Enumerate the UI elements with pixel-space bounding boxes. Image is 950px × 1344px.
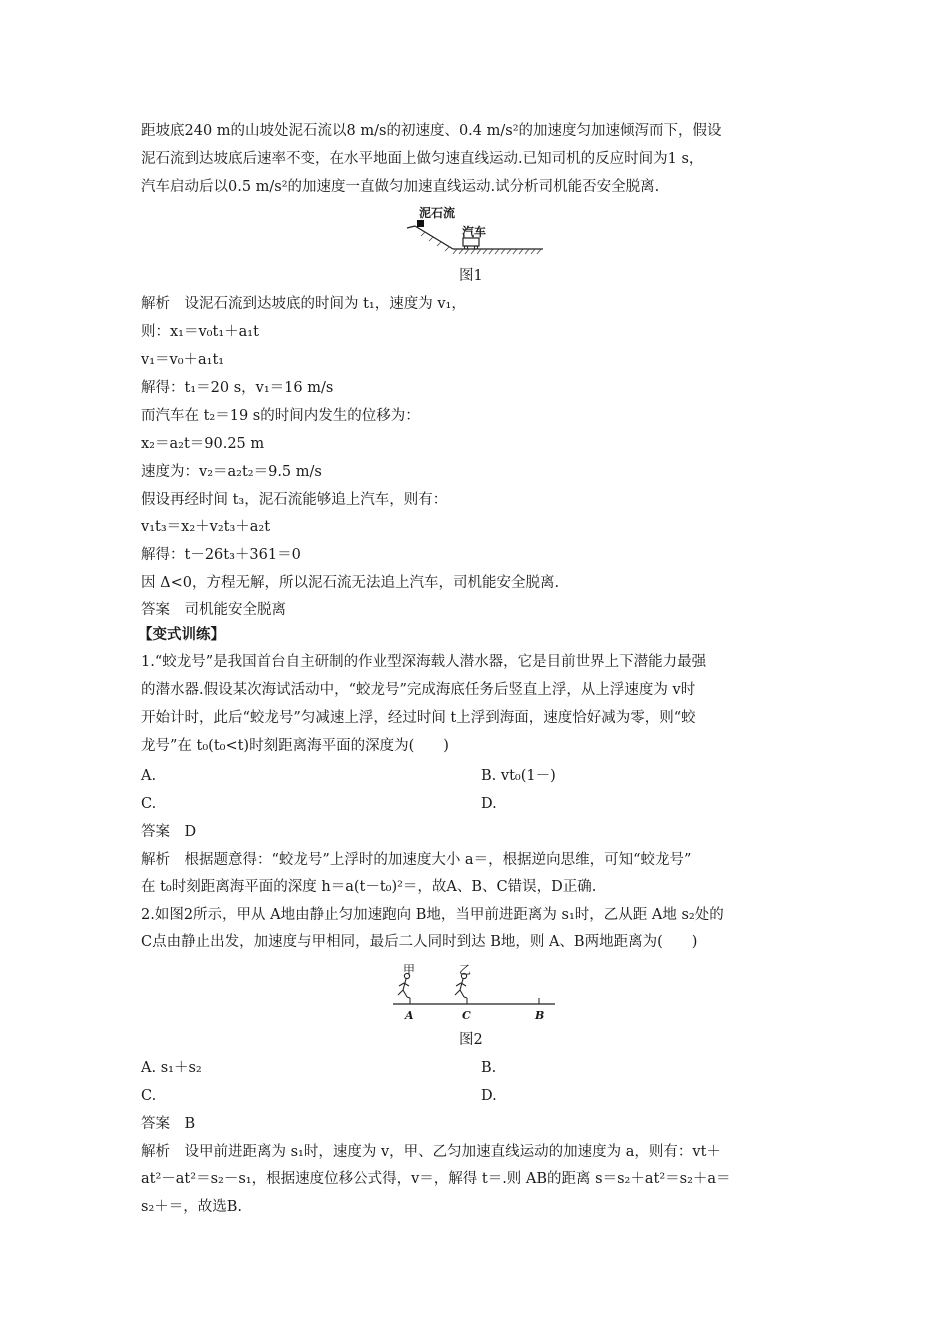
solution-line: v₁t₃＝x₂＋v₂t₃＋a₂t — [141, 519, 271, 535]
q2-option-a: A. s₁＋s₂ — [141, 1060, 202, 1076]
q1-answer: 答案 D — [141, 824, 197, 840]
q1-line-1: 1.“蛟龙号”是我国首台自主研制的作业型深海载人潜水器，它是目前世界上下潜能力最强 — [141, 654, 707, 670]
q2-answer: 答案 B — [141, 1116, 196, 1132]
solution-line: 解析 设泥石流到达坡底的时间为 t₁，速度为 v₁， — [141, 296, 466, 312]
q1-explanation-2: 在 t₀时刻距离海平面的深度 h＝a(t－t₀)²＝，故A、B、C错误，D正确. — [141, 879, 597, 895]
problem-line-3: 汽车启动后以0.5 m/s²的加速度一直做匀加速直线运动.试分析司机能否安全脱离. — [141, 179, 660, 195]
solution-line: 速度为：v₂＝a₂t₂＝9.5 m/s — [141, 464, 322, 480]
solution-line: 假设再经时间 t₃，泥石流能够追上汽车，则有： — [141, 492, 448, 508]
q1-option-c: C. — [141, 796, 157, 812]
figure-2-label-yi: 乙 — [459, 963, 472, 977]
solution-line: x₂＝a₂t＝90.25 m — [141, 436, 265, 452]
figure-2-label-jia: 甲 — [403, 963, 416, 977]
problem-line-1: 距坡底240 m的山坡处泥石流以8 m/s的初速度、0.4 m/s²的加速度匀加速倾泻而下，假设 — [141, 123, 722, 139]
figure-2-point-c: C — [462, 1009, 471, 1022]
q1-line-4: 龙号”在 t₀(t₀<t)时刻距离海平面的深度为( ) — [141, 738, 449, 754]
q1-option-d: D. — [481, 796, 497, 812]
q1-explanation-1: 解析 根据题意得：“蛟龙号”上浮时的加速度大小 a＝，根据逆向思维，可知“蛟龙号” — [141, 852, 692, 868]
solution-line: 而汽车在 t₂＝19 s的时间内发生的位移为： — [141, 408, 420, 424]
solution-line: 解得：t－26t₃＋361＝0 — [141, 547, 301, 563]
q1-option-a: A. — [141, 768, 157, 784]
figure-1-label-mud: 泥石流 — [419, 206, 456, 220]
q2-line-2: C点由静止出发，加速度与甲相同，最后二人同时到达 B地，则 A、B两地距离为( ) — [141, 934, 698, 950]
problem-line-2: 泥石流到达坡底后速率不变，在水平地面上做匀速直线运动.已知司机的反应时间为1 s， — [141, 151, 704, 167]
q2-option-c: C. — [141, 1088, 157, 1104]
q1-line-2: 的潜水器.假设某次海试活动中，“蛟龙号”完成海底任务后竖直上浮，从上浮速度为 v时 — [141, 682, 696, 698]
solution-line: 因 Δ<0，方程无解，所以泥石流无法追上汽车，司机能安全脱离. — [141, 575, 560, 591]
q2-line-1: 2.如图2所示，甲从 A地由静止匀加速跑向 B地，当甲前进距离为 s₁时，乙从距 A地 s₂处的 — [141, 907, 724, 923]
solution-line: v₁＝v₀＋a₁t₁ — [141, 352, 225, 368]
solution-line: 则：x₁＝v₀t₁＋a₁t — [141, 324, 259, 340]
q1-line-3: 开始计时，此后“蛟龙号”匀减速上浮，经过时间 t上浮到海面，速度恰好减为零，则“蛟 — [141, 710, 696, 726]
figure-1-label-car: 汽车 — [462, 225, 487, 239]
q1-option-b: B. vt₀(1－) — [481, 768, 556, 784]
q2-explanation-3: s₂＋＝，故选B. — [141, 1199, 243, 1215]
solution-line: 解得：t₁＝20 s，v₁＝16 m/s — [141, 380, 334, 396]
q2-option-b: B. — [481, 1060, 497, 1076]
q2-explanation-1: 解析 设甲前进距离为 s₁时，速度为 v，甲、乙匀加速直线运动的加速度为 a，则有：vt＋ — [141, 1144, 721, 1160]
q2-explanation-2: at²－at²＝s₂－s₁，根据速度位移公式得，v＝，解得 t＝.则 AB的距离 s＝s₂＋at²＝s₂＋a＝ — [141, 1171, 731, 1187]
section-title: 【变式训练】 — [138, 626, 225, 643]
figure-1-caption: 图1 — [459, 268, 483, 284]
q2-option-d: D. — [481, 1088, 497, 1104]
figure-2-caption: 图2 — [459, 1032, 483, 1048]
solution-answer: 答案 司机能安全脱离 — [141, 602, 286, 618]
figure-2-point-a: A — [405, 1009, 414, 1022]
figure-2-point-b: B — [535, 1009, 545, 1022]
